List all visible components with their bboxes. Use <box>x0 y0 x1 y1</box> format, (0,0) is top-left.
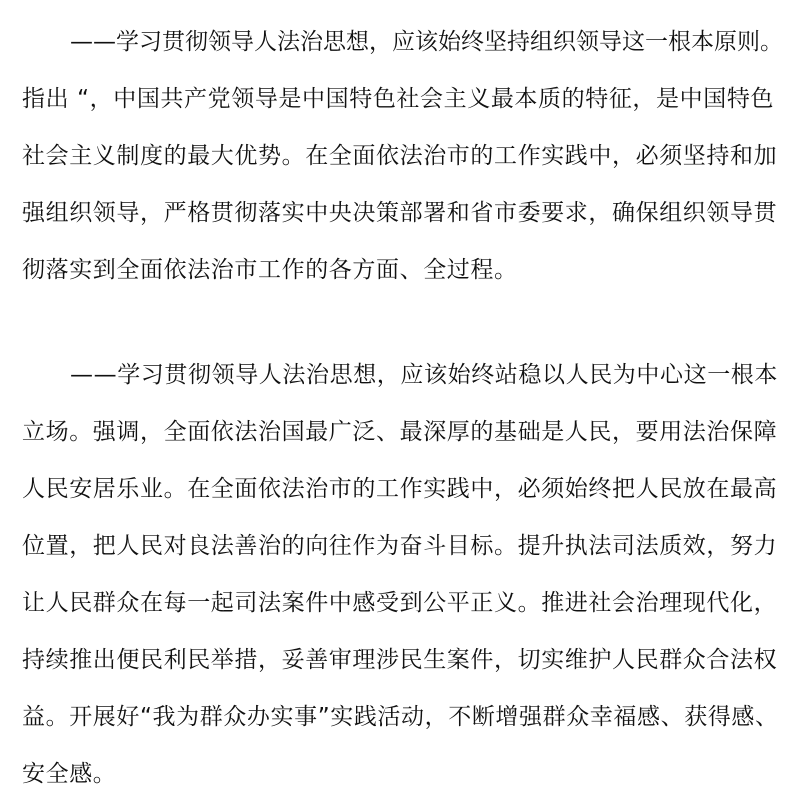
text-line: 社会主义制度的最大优势。在全面依法治市的工作实践中，必须坚持和加 <box>22 143 778 169</box>
text-line: 持续推出便民利民举措，妥善审理涉民生案件，切实维护人民群众合法权 <box>22 647 778 673</box>
text-line: ——学习贯彻领导人法治思想，应该始终站稳以人民为中心这一根本 <box>70 362 778 388</box>
text-line: 人民安居乐业。在全面依法治市的工作实践中，必须始终把人民放在最高 <box>22 476 778 502</box>
document-body <box>22 14 784 803</box>
text-line: 立场。强调，全面依法治国最广泛、最深厚的基础是人民，要用法治保障 <box>22 419 778 445</box>
text-line: 位置，把人民对良法善治的向往作为奋斗目标。提升执法司法质效，努力 <box>22 533 778 559</box>
paragraph-organizational-leadership <box>22 14 784 299</box>
text-line: 让人民群众在每一起司法案件中感受到公平正义。推进社会治理现代化， <box>22 590 778 616</box>
text-line: 彻落实到全面依法治市工作的各方面、全过程。 <box>22 257 518 283</box>
text-line: 强组织领导，严格贯彻落实中央决策部署和省市委要求，确保组织领导贯 <box>22 200 778 226</box>
text-line: ——学习贯彻领导人法治思想，应该始终坚持组织领导这一根本原则。 <box>70 29 783 55</box>
paragraph-spacer <box>22 299 784 347</box>
text-line: 指出 “，中国共产党领导是中国特色社会主义最本质的特征，是中国特色 <box>22 86 775 112</box>
text-line: 安全感。 <box>22 761 117 787</box>
paragraph-people-centered <box>22 347 784 803</box>
text-line: 益。开展好“我为群众办实事”实践活动，不断增强群众幸福感、获得感、 <box>22 704 779 730</box>
